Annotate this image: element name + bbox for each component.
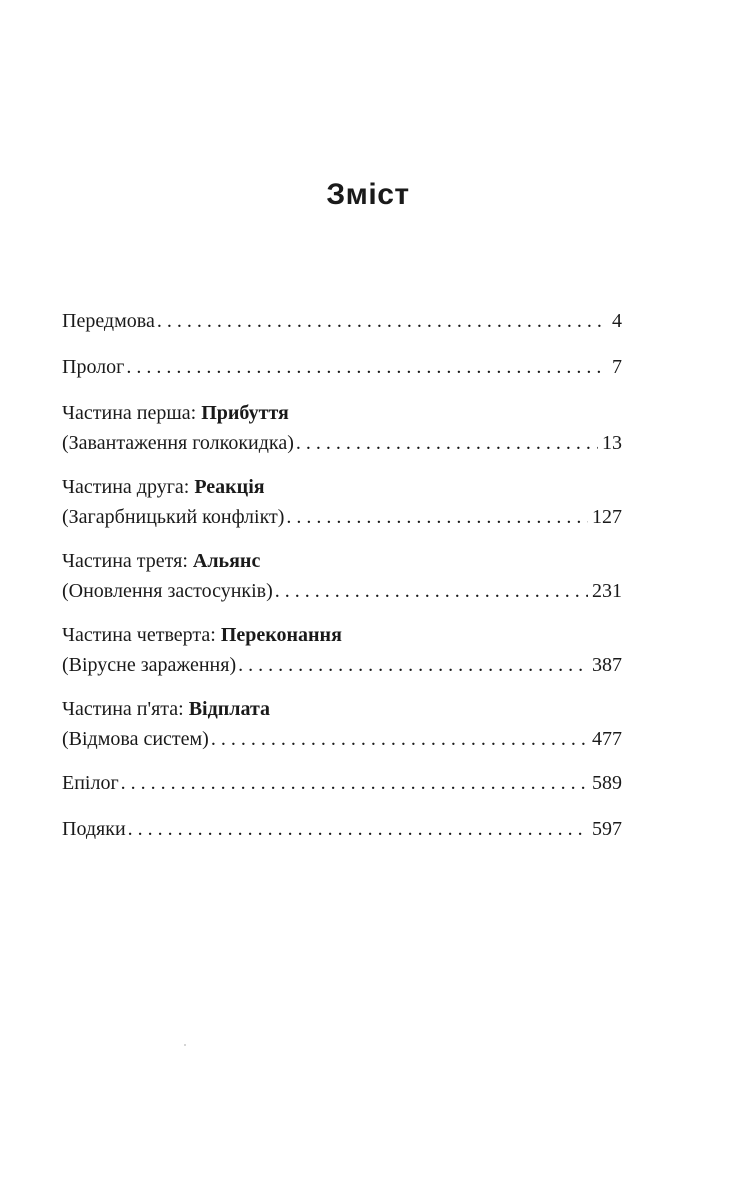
toc-part-title: Реакція xyxy=(194,476,265,498)
toc-part-label: Частина третя: xyxy=(62,550,188,572)
toc-page-number: 589 xyxy=(592,772,622,794)
toc-page-number: 4 xyxy=(612,310,622,332)
dot-leader xyxy=(121,768,588,798)
dot-leader xyxy=(286,502,588,532)
toc-part-title: Переконання xyxy=(220,624,342,646)
toc-part-title: Альянс xyxy=(192,550,261,572)
dot-leader xyxy=(128,814,588,844)
page-title: Зміст xyxy=(326,178,410,211)
toc-page-number: 127 xyxy=(592,506,622,528)
toc-page-number: 13 xyxy=(602,432,622,454)
toc-row xyxy=(62,650,622,680)
toc-part-line xyxy=(62,694,622,724)
toc-part-title: Відплата xyxy=(188,698,271,720)
toc-entry-subtitle: (Загарбницький конфлікт) xyxy=(62,506,285,528)
print-speck xyxy=(184,1044,186,1046)
toc-entry-part-4[interactable] xyxy=(62,620,622,680)
toc-part-line xyxy=(62,620,622,650)
toc-row xyxy=(62,814,622,844)
toc-page-number: 387 xyxy=(592,654,622,676)
toc-part-line xyxy=(62,546,622,576)
toc-entry-subtitle: (Завантаження голкокидка) xyxy=(62,432,294,454)
toc-entry-subtitle: (Оновлення застосунків) xyxy=(62,580,273,602)
toc-entry-part-5[interactable] xyxy=(62,694,622,754)
toc-row xyxy=(62,724,622,754)
toc-part-line xyxy=(62,472,622,502)
toc-entry-title: Передмова xyxy=(62,310,155,332)
toc-entry-part-2[interactable] xyxy=(62,472,622,532)
toc-page-number: 231 xyxy=(592,580,622,602)
dot-leader xyxy=(157,306,604,336)
dot-leader xyxy=(211,724,588,754)
toc-entry-epilogue[interactable] xyxy=(62,768,622,798)
toc-row xyxy=(62,768,622,798)
toc-entry-title: Епілог xyxy=(62,772,119,794)
toc-entry-title: Пролог xyxy=(62,356,125,378)
dot-leader xyxy=(275,576,588,606)
toc-part-label: Частина п'ята: xyxy=(62,698,184,720)
toc-entry-part-3[interactable] xyxy=(62,546,622,606)
toc-page-number: 597 xyxy=(592,818,622,840)
toc-entry-subtitle: (Відмова систем) xyxy=(62,728,209,750)
table-of-contents xyxy=(62,306,622,860)
toc-part-label: Частина друга: xyxy=(62,476,190,498)
dot-leader xyxy=(126,352,604,382)
toc-row xyxy=(62,428,622,458)
dot-leader xyxy=(238,650,588,680)
toc-entry-subtitle: (Вірусне зараження) xyxy=(62,654,237,676)
toc-page-number: 7 xyxy=(612,356,622,378)
toc-row xyxy=(62,352,622,382)
toc-part-label: Частина четверта: xyxy=(62,624,216,646)
toc-entry-foreword[interactable] xyxy=(62,306,622,336)
toc-page-number: 477 xyxy=(592,728,622,750)
toc-part-title: Прибуття xyxy=(201,402,289,424)
toc-entry-prologue[interactable] xyxy=(62,352,622,382)
toc-row xyxy=(62,306,622,336)
toc-part-line xyxy=(62,398,622,428)
toc-entry-part-1[interactable] xyxy=(62,398,622,458)
toc-entry-acknowledgements[interactable] xyxy=(62,814,622,844)
dot-leader xyxy=(296,428,598,458)
toc-row xyxy=(62,502,622,532)
toc-part-label: Частина перша: xyxy=(62,402,197,424)
toc-entry-title: Подяки xyxy=(62,818,126,840)
toc-row xyxy=(62,576,622,606)
